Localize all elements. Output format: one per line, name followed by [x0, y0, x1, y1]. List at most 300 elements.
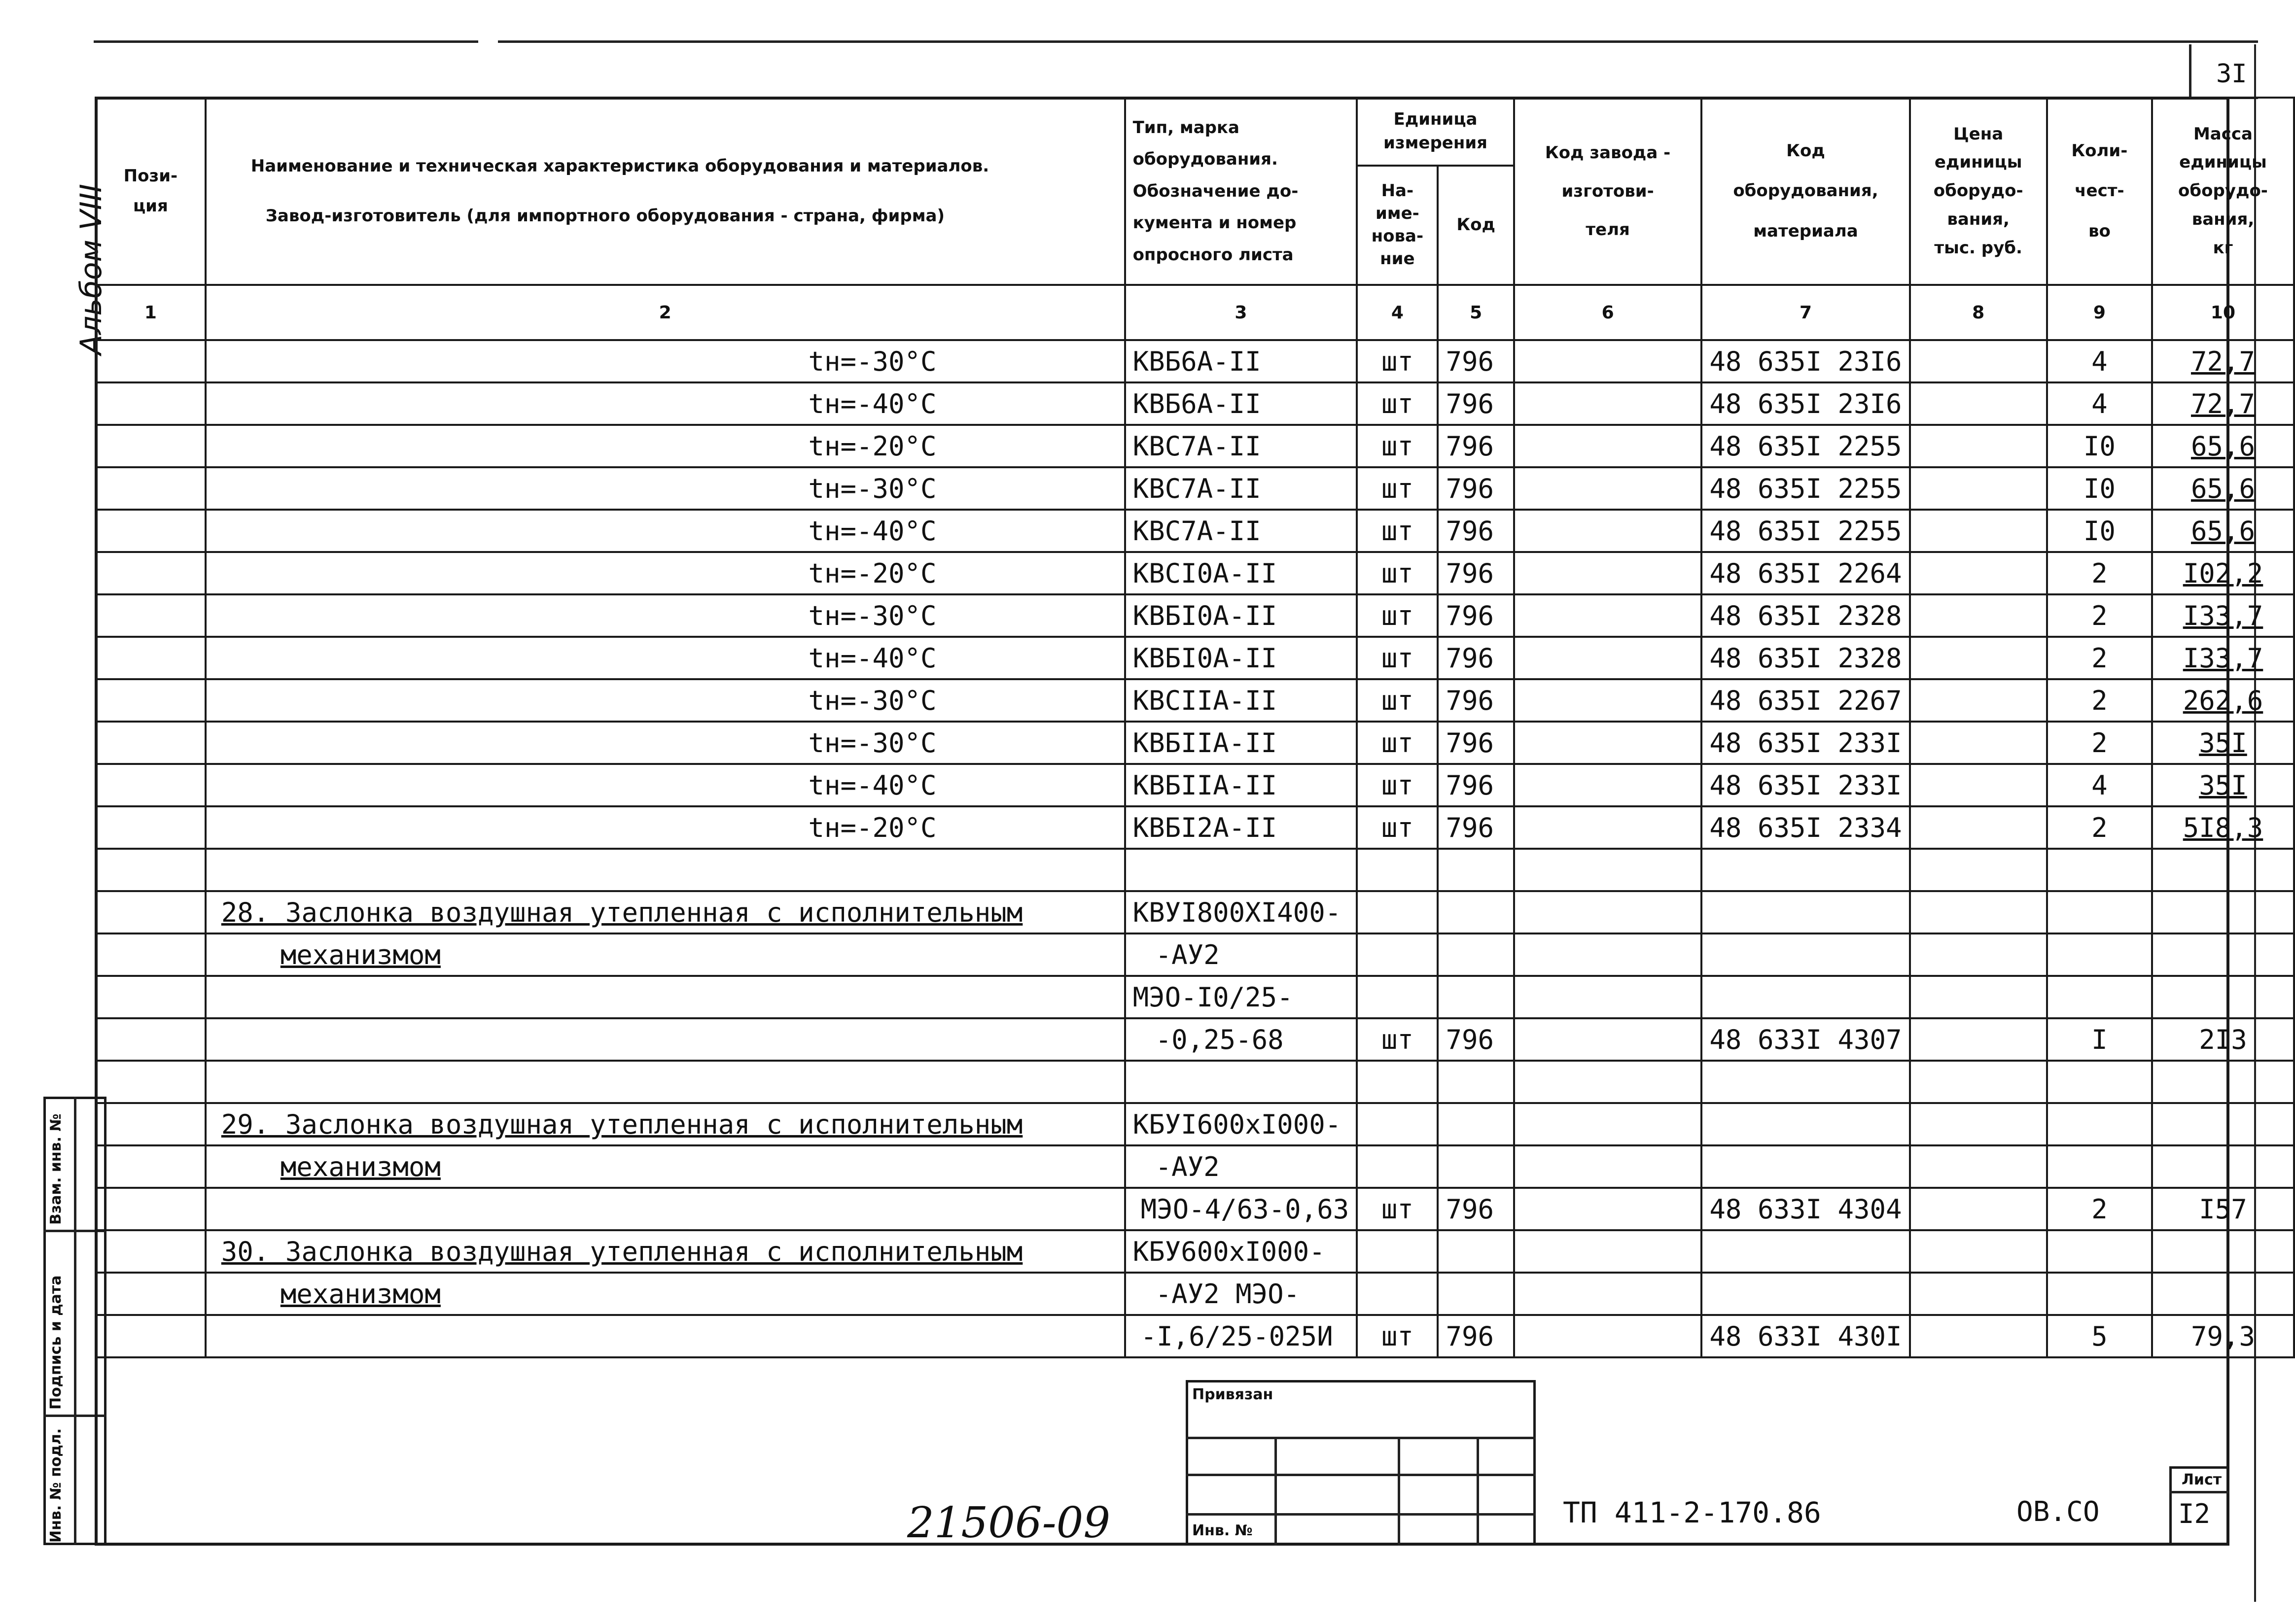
empty-cell [1438, 933, 1514, 976]
header-price: Цена единицы оборудо- вания, тыс. руб. [1910, 98, 2047, 285]
item-quantity: 5 [2047, 1315, 2152, 1357]
empty-cell [1701, 1230, 1909, 1273]
empty-cell [1514, 1230, 1702, 1273]
empty-cell [1357, 1230, 1438, 1273]
row-price [1910, 467, 2047, 510]
empty-cell [1910, 1273, 2047, 1315]
empty-cell [1701, 1103, 1909, 1145]
colnum-1: 1 [96, 285, 206, 340]
row-factory-code [1514, 552, 1702, 594]
item-row [96, 1230, 2294, 1273]
privyazan-line1 [1186, 1437, 1536, 1439]
privyazan-box [1186, 1380, 1536, 1546]
row-unit-code: 796 [1438, 594, 1514, 637]
table-row [96, 806, 2294, 849]
table-row [96, 722, 2294, 764]
row-name: tн=-40°C [206, 382, 1125, 425]
sheet-number: I2 [2178, 1498, 2211, 1529]
row-equip-code: 48 635I 2334 [1701, 806, 1909, 849]
item-equip-code: 48 633I 4307 [1701, 1018, 1909, 1061]
header-unit-name: На- име- нова- ние [1357, 166, 1438, 285]
empty-cell [1701, 976, 1909, 1018]
privyazan-line2 [1186, 1474, 1536, 1476]
empty-cell [1438, 1061, 1514, 1103]
empty-cell [1701, 1061, 1909, 1103]
row-mass: 35I [2152, 764, 2294, 806]
item-type-line3: МЭО-4/63-0,63 [1125, 1188, 1357, 1230]
header-mass: Масса единицы оборудо- вания, кг [2152, 98, 2294, 285]
side-label-vzam: Взам. инв. № [47, 1113, 65, 1225]
empty-cell [1910, 933, 2047, 976]
row-type: КВСI0А-II [1125, 552, 1357, 594]
empty-cell [1514, 891, 1702, 933]
item-unit: шт [1357, 1018, 1438, 1061]
handwritten-number: 21506-09 [907, 1498, 1111, 1548]
row-type: КВБIIА-II [1125, 764, 1357, 806]
row-name: tн=-40°C [206, 637, 1125, 679]
empty-cell [2152, 849, 2294, 891]
header-equip-code: Код оборудования, материала [1701, 98, 1909, 285]
row-type: КВС7А-II [1125, 425, 1357, 467]
row-type: КВС7А-II [1125, 467, 1357, 510]
row-price [1910, 510, 2047, 552]
row-quantity: I0 [2047, 425, 2152, 467]
top-line-right [498, 40, 2258, 43]
colnum-2: 2 [206, 285, 1125, 340]
row-position [96, 806, 206, 849]
item-type-line1: КБУ600хI000- [1125, 1230, 1357, 1273]
item-row [96, 976, 2294, 1018]
empty-cell [206, 1188, 1125, 1230]
row-unit-code: 796 [1438, 510, 1514, 552]
row-unit-code: 796 [1438, 552, 1514, 594]
row-unit-code: 796 [1438, 340, 1514, 382]
sheet-label: Лист [2182, 1471, 2222, 1488]
row-quantity: 2 [2047, 722, 2152, 764]
empty-cell [2047, 1145, 2152, 1188]
colnum-10: 10 [2152, 285, 2294, 340]
row-quantity: I0 [2047, 510, 2152, 552]
row-unit: шт [1357, 764, 1438, 806]
empty-cell [1910, 1061, 2047, 1103]
item-name-line1: 28. Заслонка воздушная утепленная с исполнительным [206, 891, 1125, 933]
item-row [96, 1103, 2294, 1145]
row-type: КВБ6А-II [1125, 382, 1357, 425]
table-row [96, 467, 2294, 510]
item-name-line2: механизмом [206, 1273, 1125, 1315]
header-unit-group: Единица измерения [1357, 98, 1514, 166]
item-rows [96, 891, 2294, 1357]
item-mass: 2I3 [2152, 1018, 2294, 1061]
empty-cell [1701, 1145, 1909, 1188]
specification-table [95, 97, 2295, 1358]
row-position [96, 467, 206, 510]
row-factory-code [1514, 764, 1702, 806]
empty-cell [1910, 891, 2047, 933]
row-equip-code: 48 635I 2255 [1701, 467, 1909, 510]
empty-cell [1514, 1315, 1702, 1357]
empty-cell [1910, 1103, 2047, 1145]
empty-cell [206, 849, 1125, 891]
row-factory-code [1514, 637, 1702, 679]
empty-cell [96, 1230, 206, 1273]
empty-cell [96, 1103, 206, 1145]
table-row [96, 594, 2294, 637]
row-name: tн=-30°C [206, 722, 1125, 764]
row-name: tн=-30°C [206, 467, 1125, 510]
empty-cell [1910, 1018, 2047, 1061]
empty-cell [96, 1145, 206, 1188]
empty-cell [1514, 1018, 1702, 1061]
item-equip-code: 48 633I 4304 [1701, 1188, 1909, 1230]
privyazan-line3 [1186, 1513, 1536, 1516]
empty-cell [96, 933, 206, 976]
row-position [96, 425, 206, 467]
data-rows [96, 340, 2294, 891]
row-position [96, 594, 206, 637]
item-name-line1: 30. Заслонка воздушная утепленная с исполнительным [206, 1230, 1125, 1273]
empty-cell [1514, 1103, 1702, 1145]
row-type: КВБI0А-II [1125, 594, 1357, 637]
row-quantity: 4 [2047, 764, 2152, 806]
row-name: tн=-40°C [206, 510, 1125, 552]
row-equip-code: 48 635I 233I [1701, 764, 1909, 806]
row-mass: I02,2 [2152, 552, 2294, 594]
empty-cell [2047, 976, 2152, 1018]
table-row [96, 679, 2294, 722]
row-price [1910, 764, 2047, 806]
row-factory-code [1514, 806, 1702, 849]
row-position [96, 679, 206, 722]
row-type: КВБI2А-II [1125, 806, 1357, 849]
empty-cell [1357, 891, 1438, 933]
row-price [1910, 552, 2047, 594]
album-label: Альбом VIII [74, 184, 108, 355]
row-equip-code: 48 635I 2255 [1701, 510, 1909, 552]
row-name: tн=-20°C [206, 425, 1125, 467]
empty-cell [1357, 1145, 1438, 1188]
row-price [1910, 425, 2047, 467]
row-unit: шт [1357, 510, 1438, 552]
row-position [96, 764, 206, 806]
item-unit-code: 796 [1438, 1018, 1514, 1061]
empty-cell [1438, 1273, 1514, 1315]
row-equip-code: 48 635I 233I [1701, 722, 1909, 764]
empty-cell [1514, 1273, 1702, 1315]
header-name: Наименование и техническая характеристика оборудования и материалов. Завод-изготовитель (для импортного оборудования - страна, фирма) [206, 98, 1125, 285]
empty-cell [1438, 891, 1514, 933]
row-name: tн=-30°C [206, 340, 1125, 382]
row-mass: 65,6 [2152, 510, 2294, 552]
row-unit: шт [1357, 340, 1438, 382]
empty-cell [1357, 933, 1438, 976]
empty-cell [1910, 1315, 2047, 1357]
empty-cell [1125, 1061, 1357, 1103]
table-row [96, 382, 2294, 425]
empty-cell [1357, 976, 1438, 1018]
empty-cell [1910, 1188, 2047, 1230]
empty-cell [2047, 891, 2152, 933]
row-price [1910, 722, 2047, 764]
row-factory-code [1514, 594, 1702, 637]
sheet-number-top: 3I [2216, 59, 2247, 89]
row-factory-code [1514, 467, 1702, 510]
empty-cell [1438, 1103, 1514, 1145]
empty-cell [2152, 976, 2294, 1018]
colnum-7: 7 [1701, 285, 1909, 340]
row-factory-code [1514, 425, 1702, 467]
row-unit: шт [1357, 382, 1438, 425]
privyazan-v1 [1274, 1437, 1277, 1546]
empty-cell [206, 1018, 1125, 1061]
empty-cell [96, 1061, 206, 1103]
empty-cell [2152, 1145, 2294, 1188]
table-row [96, 637, 2294, 679]
row-name: tн=-20°C [206, 806, 1125, 849]
row-price [1910, 594, 2047, 637]
item-row [96, 1315, 2294, 1357]
row-mass: I33,7 [2152, 637, 2294, 679]
row-unit-code: 796 [1438, 679, 1514, 722]
row-type: КВСIIА-II [1125, 679, 1357, 722]
item-row [96, 1061, 2294, 1103]
row-mass: 262,6 [2152, 679, 2294, 722]
colnum-3: 3 [1125, 285, 1357, 340]
privyazan-label: Привязан [1192, 1386, 1273, 1403]
colnum-4: 4 [1357, 285, 1438, 340]
item-unit-code: 796 [1438, 1315, 1514, 1357]
row-price [1910, 679, 2047, 722]
empty-cell [1357, 1273, 1438, 1315]
row-mass: 72,7 [2152, 382, 2294, 425]
empty-cell [1910, 1145, 2047, 1188]
empty-cell [2047, 849, 2152, 891]
row-unit-code: 796 [1438, 425, 1514, 467]
row-quantity: 2 [2047, 594, 2152, 637]
empty-cell [2152, 1230, 2294, 1273]
header-factory-code: Код завода - изготови- теля [1514, 98, 1702, 285]
row-mass: 5I8,3 [2152, 806, 2294, 849]
empty-cell [1701, 933, 1909, 976]
empty-cell [1514, 849, 1702, 891]
row-quantity: 4 [2047, 382, 2152, 425]
row-equip-code: 48 635I 2267 [1701, 679, 1909, 722]
row-price [1910, 340, 2047, 382]
row-type: КВС7А-II [1125, 510, 1357, 552]
empty-cell [96, 1315, 206, 1357]
row-unit: шт [1357, 722, 1438, 764]
item-name-line2: механизмом [206, 933, 1125, 976]
row-quantity: 2 [2047, 806, 2152, 849]
empty-cell [1910, 1230, 2047, 1273]
row-factory-code [1514, 722, 1702, 764]
empty-cell [1514, 933, 1702, 976]
item-mass: 79,3 [2152, 1315, 2294, 1357]
row-position [96, 510, 206, 552]
row-type: КВБIIА-II [1125, 722, 1357, 764]
row-unit: шт [1357, 594, 1438, 637]
row-equip-code: 48 635I 2328 [1701, 594, 1909, 637]
row-quantity: I0 [2047, 467, 2152, 510]
side-label-podpis: Подпись и дата [47, 1275, 65, 1410]
row-equip-code: 48 635I 2255 [1701, 425, 1909, 467]
table-row [96, 552, 2294, 594]
empty-cell [2047, 1230, 2152, 1273]
row-unit: шт [1357, 425, 1438, 467]
empty-cell [1357, 1061, 1438, 1103]
empty-cell [206, 1315, 1125, 1357]
colnum-8: 8 [1910, 285, 2047, 340]
empty-cell [96, 1273, 206, 1315]
empty-cell [1125, 849, 1357, 891]
row-mass: 65,6 [2152, 425, 2294, 467]
item-type-line3: МЭО-I0/25- [1125, 976, 1357, 1018]
section-code: ОВ.СО [2016, 1496, 2100, 1528]
row-factory-code [1514, 679, 1702, 722]
item-row [96, 1273, 2294, 1315]
empty-cell [1438, 1145, 1514, 1188]
item-type-line2: -АУ2 [1125, 1145, 1357, 1188]
item-row [96, 1018, 2294, 1061]
row-quantity: 2 [2047, 637, 2152, 679]
empty-cell [206, 976, 1125, 1018]
row-mass: I33,7 [2152, 594, 2294, 637]
table-row [96, 340, 2294, 382]
row-name: tн=-20°C [206, 552, 1125, 594]
sheet-box-line [2169, 1491, 2229, 1493]
header-position: Пози- ция [96, 98, 206, 285]
empty-cell [206, 1061, 1125, 1103]
empty-cell [2047, 933, 2152, 976]
row-factory-code [1514, 340, 1702, 382]
row-mass: 65,6 [2152, 467, 2294, 510]
row-unit-code: 796 [1438, 722, 1514, 764]
row-equip-code: 48 635I 23I6 [1701, 340, 1909, 382]
row-quantity: 4 [2047, 340, 2152, 382]
empty-cell [2152, 1273, 2294, 1315]
row-position [96, 722, 206, 764]
empty-cell [1514, 1061, 1702, 1103]
empty-cell [96, 849, 206, 891]
row-position [96, 382, 206, 425]
row-unit-code: 796 [1438, 764, 1514, 806]
inv-no-label: Инв. № [1192, 1522, 1253, 1539]
row-mass: 72,7 [2152, 340, 2294, 382]
empty-cell [2152, 933, 2294, 976]
row-unit-code: 796 [1438, 382, 1514, 425]
item-row [96, 891, 2294, 933]
item-unit: шт [1357, 1188, 1438, 1230]
empty-cell [2152, 1103, 2294, 1145]
document-code: ТП 411-2-170.86 [1563, 1496, 1821, 1529]
item-row [96, 1145, 2294, 1188]
empty-cell [2152, 1061, 2294, 1103]
empty-cell [1701, 1273, 1909, 1315]
row-quantity: 2 [2047, 679, 2152, 722]
top-line-left [94, 40, 478, 43]
row-factory-code [1514, 382, 1702, 425]
empty-cell [1514, 976, 1702, 1018]
row-unit-code: 796 [1438, 467, 1514, 510]
colnum-9: 9 [2047, 285, 2152, 340]
row-mass: 35I [2152, 722, 2294, 764]
item-quantity: 2 [2047, 1188, 2152, 1230]
empty-cell [1357, 1103, 1438, 1145]
row-equip-code: 48 635I 2328 [1701, 637, 1909, 679]
row-equip-code: 48 635I 23I6 [1701, 382, 1909, 425]
row-unit: шт [1357, 637, 1438, 679]
table-row [96, 510, 2294, 552]
row-quantity: 2 [2047, 552, 2152, 594]
empty-cell [96, 1018, 206, 1061]
empty-cell [2047, 1273, 2152, 1315]
empty-cell [2152, 891, 2294, 933]
row-unit: шт [1357, 467, 1438, 510]
empty-cell [1438, 1230, 1514, 1273]
privyazan-v3 [1477, 1437, 1479, 1546]
row-name: tн=-40°C [206, 764, 1125, 806]
corner-divider [2189, 44, 2191, 99]
empty-cell [96, 891, 206, 933]
spacer-row [96, 849, 2294, 891]
side-label-inv-podl: Инв. № подл. [47, 1428, 65, 1543]
row-position [96, 637, 206, 679]
row-name: tн=-30°C [206, 679, 1125, 722]
row-type: КВБI0А-II [1125, 637, 1357, 679]
row-type: КВБ6А-II [1125, 340, 1357, 382]
row-price [1910, 806, 2047, 849]
empty-cell [1910, 849, 2047, 891]
item-type-line2: -АУ2 [1125, 933, 1357, 976]
item-unit: шт [1357, 1315, 1438, 1357]
empty-cell [1438, 976, 1514, 1018]
header-type: Тип, марка оборудования. Обозначение до- кумента и номер опросного листа [1125, 98, 1357, 285]
item-quantity: I [2047, 1018, 2152, 1061]
empty-cell [1357, 849, 1438, 891]
item-mass: I57 [2152, 1188, 2294, 1230]
empty-cell [2047, 1061, 2152, 1103]
table-row [96, 764, 2294, 806]
table-row [96, 425, 2294, 467]
row-unit-code: 796 [1438, 806, 1514, 849]
item-type-line1: КВУI800XI400- [1125, 891, 1357, 933]
item-type-line4: -0,25-68 [1125, 1018, 1357, 1061]
header-quantity: Коли- чест- во [2047, 98, 2152, 285]
row-name: tн=-30°C [206, 594, 1125, 637]
empty-cell [96, 1188, 206, 1230]
row-unit: шт [1357, 679, 1438, 722]
row-position [96, 552, 206, 594]
empty-cell [1701, 849, 1909, 891]
privyazan-v2 [1398, 1437, 1400, 1546]
row-factory-code [1514, 510, 1702, 552]
empty-cell [1701, 891, 1909, 933]
item-unit-code: 796 [1438, 1188, 1514, 1230]
row-price [1910, 637, 2047, 679]
row-position [96, 340, 206, 382]
item-type-line2: -АУ2 МЭО- [1125, 1273, 1357, 1315]
item-name-line2: механизмом [206, 1145, 1125, 1188]
row-price [1910, 382, 2047, 425]
empty-cell [2047, 1103, 2152, 1145]
empty-cell [1438, 849, 1514, 891]
empty-cell [96, 976, 206, 1018]
item-equip-code: 48 633I 430I [1701, 1315, 1909, 1357]
colnum-6: 6 [1514, 285, 1702, 340]
row-unit-code: 796 [1438, 637, 1514, 679]
item-name-line1: 29. Заслонка воздушная утепленная с исполнительным [206, 1103, 1125, 1145]
colnum-5: 5 [1438, 285, 1514, 340]
